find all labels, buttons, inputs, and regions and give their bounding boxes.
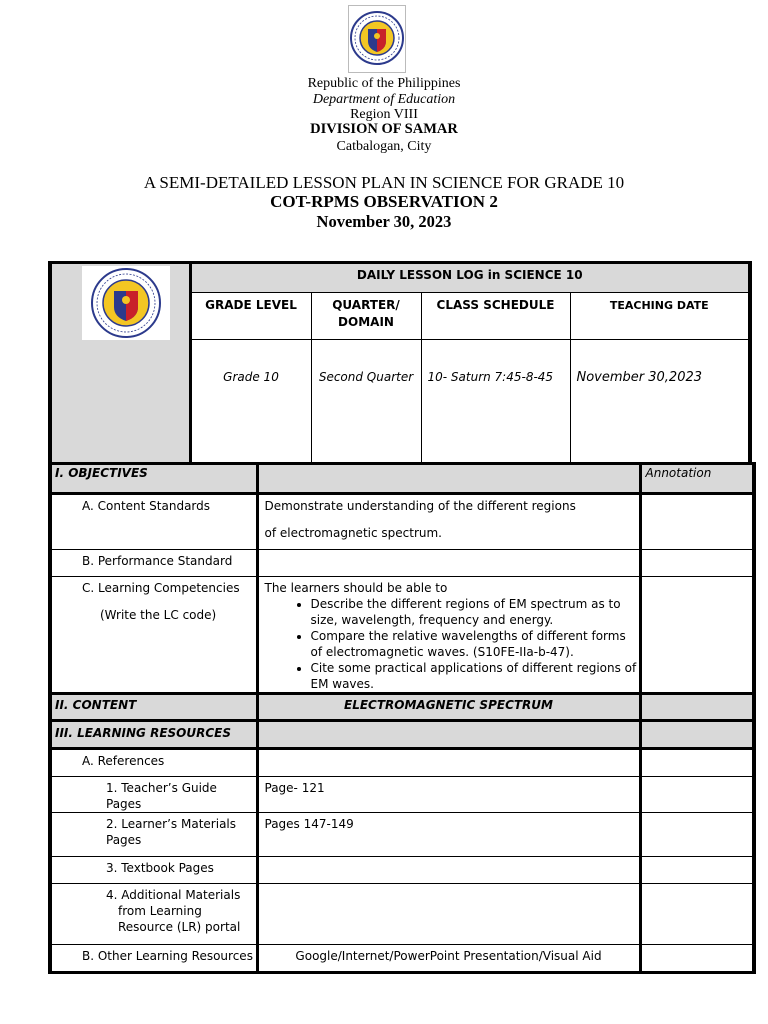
observation-title: COT-RPMS OBSERVATION 2	[270, 192, 498, 211]
other-resources-value: Google/Internet/PowerPoint Presentation/Visual Aid	[257, 945, 640, 973]
deped-seal-logo	[82, 266, 170, 340]
header-region: Region VIII	[350, 107, 418, 122]
performance-standard-label: B. Performance Standard	[50, 550, 257, 577]
content-standards-line2: of electromagnetic spectrum.	[264, 526, 442, 540]
performance-standard-annotation	[640, 550, 754, 577]
content-standards-value	[257, 494, 640, 550]
dll-logo-cell	[50, 263, 190, 474]
dll-header-grade-level: GRADE LEVEL	[190, 293, 311, 340]
textbook-label: 3. Textbook Pages	[50, 857, 257, 884]
teachers-guide-annotation	[640, 777, 754, 813]
references-value	[257, 749, 640, 777]
learning-competencies-label: C. Learning Competencies	[82, 581, 240, 595]
content-annotation	[640, 694, 754, 721]
learning-resources-heading: III. LEARNING RESOURCES	[50, 721, 257, 749]
references-annotation	[640, 749, 754, 777]
learning-competencies-label-cell	[50, 577, 257, 694]
list-item: • Compare the relative wavelengths of different forms of electromagnetic waves. (S10FE-IIa-b-47).	[311, 628, 639, 660]
teachers-guide-label: 1. Teacher’s Guide Pages	[50, 777, 257, 813]
learning-competencies-value	[257, 577, 640, 694]
dll-header-quarter: QUARTER/ DOMAIN	[311, 293, 421, 340]
objectives-heading: I. OBJECTIVES	[50, 464, 257, 494]
learners-materials-annotation	[640, 813, 754, 857]
lesson-date: November 30, 2023	[316, 212, 452, 231]
dll-value-grade-level: Grade 10	[190, 340, 311, 474]
additional-materials-label: 4. Additional Materials from Learning Resource (LR) portal	[50, 884, 257, 945]
dll-header-schedule: CLASS SCHEDULE	[421, 293, 570, 340]
content-heading: II. CONTENT	[50, 694, 257, 721]
performance-standard-value	[257, 550, 640, 577]
learners-materials-label: 2. Learner’s Materials Pages	[50, 813, 257, 857]
learning-resources-blank	[257, 721, 640, 749]
annotation-heading: Annotation	[640, 464, 754, 494]
lesson-plan-title: A SEMI-DETAILED LESSON PLAN IN SCIENCE FOR GRADE 10	[143, 173, 625, 192]
header-department: Department of Education	[312, 92, 456, 107]
teachers-guide-value: Page- 121	[257, 777, 640, 813]
additional-materials-value	[257, 884, 640, 945]
learning-competencies-annotation	[640, 577, 754, 694]
textbook-annotation	[640, 857, 754, 884]
other-resources-annotation	[640, 945, 754, 973]
header-republic: Republic of the Philippines	[307, 76, 461, 91]
other-resources-label: B. Other Learning Resources	[50, 945, 257, 973]
content-topic: ELECTROMAGNETIC SPECTRUM	[257, 694, 640, 721]
dll-title: DAILY LESSON LOG in SCIENCE 10	[190, 263, 750, 293]
objectives-blank	[257, 464, 640, 494]
textbook-value	[257, 857, 640, 884]
content-standards-annotation	[640, 494, 754, 550]
header-division: DIVISION OF SAMAR	[310, 121, 458, 137]
daily-lesson-log-table	[48, 261, 752, 475]
learning-competencies-list	[265, 596, 639, 692]
additional-materials-annotation	[640, 884, 754, 945]
references-label: A. References	[50, 749, 257, 777]
content-standards-line1: Demonstrate understanding of the different regions	[264, 499, 576, 513]
dll-value-schedule: 10- Saturn 7:45-8-45	[421, 340, 570, 474]
header-city: Catbalogan, City	[336, 139, 432, 154]
deped-seal-logo	[348, 5, 406, 73]
lesson-plan-table	[48, 462, 756, 974]
content-standards-label: A. Content Standards	[50, 494, 257, 550]
learning-competencies-intro: The learners should be able to	[264, 581, 448, 595]
list-item: • Cite some practical applications of different regions of EM waves.	[311, 660, 639, 692]
learning-competencies-sublabel: (Write the LC code)	[100, 608, 217, 622]
learning-resources-annotation	[640, 721, 754, 749]
dll-value-quarter: Second Quarter	[311, 340, 421, 474]
dll-value-teaching-date: November 30,2023	[570, 340, 750, 474]
learners-materials-value: Pages 147-149	[257, 813, 640, 857]
dll-header-teaching-date: TEACHING DATE	[570, 293, 750, 340]
list-item: • Describe the different regions of EM spectrum as to size, wavelength, frequency and energy.	[311, 596, 639, 628]
